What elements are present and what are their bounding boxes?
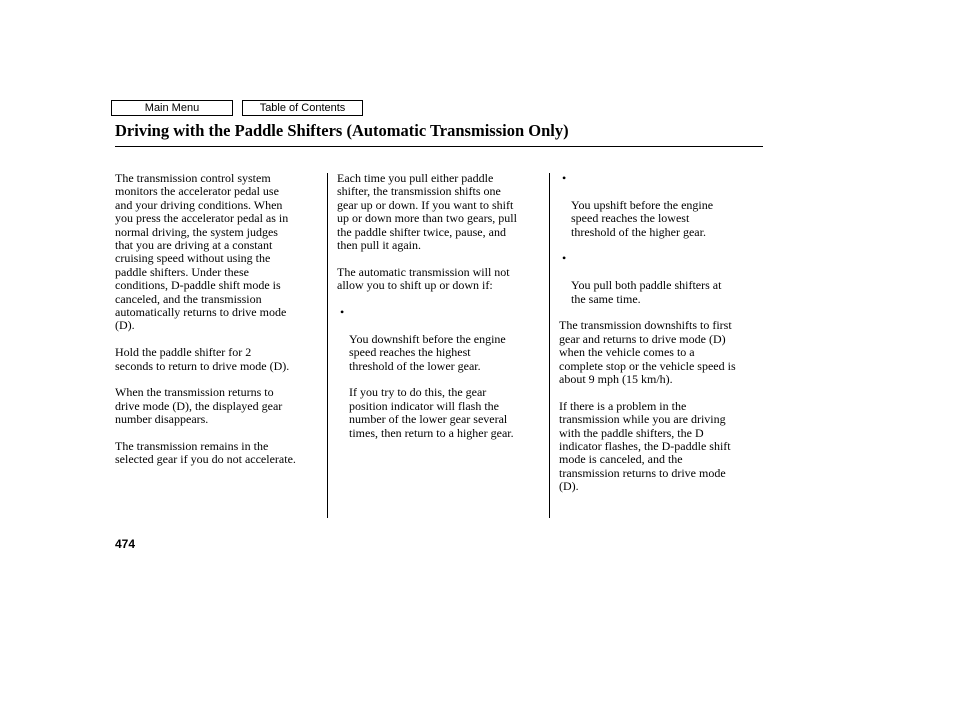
bullet-item <box>559 172 765 239</box>
title-divider <box>115 146 763 147</box>
paragraph: Hold the paddle shifter for 2 seconds to return to drive mode (D). <box>115 345 290 373</box>
page-number: 474 <box>115 537 136 551</box>
paragraph: The transmission control system monitors the accelerator pedal use and your driving conditions. When you press the accelerator pedal as in normal driving, the system judges that you are driving at a constant cruising speed without using the paddle shifters. Under these conditions, D-paddle shift mode is canceled, and the transmission automatically returns to drive mode (D). <box>115 171 289 333</box>
paragraph: The automatic transmission will not allow you to shift up or down if: <box>337 264 510 293</box>
bullet-text: You downshift before the engine speed reaches the highest threshold of the lower gear. <box>349 331 506 373</box>
paragraph: The transmission remains in the selected gear if you do not accelerate. <box>115 439 296 467</box>
column-divider <box>549 173 550 518</box>
paragraph: The transmission downshifts to first gear and returns to drive mode (D) when the vehicle comes to a complete stop or the vehicle speed is about 9 mph (15 km/h). <box>559 318 736 387</box>
bullet-icon: • <box>562 171 567 185</box>
text-column-3 <box>559 172 765 507</box>
bullet-text: You upshift before the engine speed reaches the lowest threshold of the higher gear. <box>571 197 714 239</box>
paragraph: If you try to do this, the gear position indicator will flash the number of the lower gear several times, then return to a higher gear. <box>349 385 514 440</box>
bullet-text: You pull both paddle shifters at the same time. <box>571 278 722 306</box>
page-title: Driving with the Paddle Shifters (Automatic Transmission Only) <box>115 121 569 140</box>
bullet-icon: • <box>340 305 345 320</box>
bullet-item <box>559 252 765 306</box>
table-of-contents-button[interactable]: Table of Contents <box>242 100 363 116</box>
column-divider <box>327 173 328 518</box>
bullet-item <box>337 306 547 373</box>
paragraph: Each time you pull either paddle shifter, the transmission shifts one gear up or down. If you want to shift up or down more than two gears, pull the paddle shifter twice, pause, and then pull it again. <box>337 171 517 253</box>
main-menu-button[interactable]: Main Menu <box>111 100 233 116</box>
paragraph: When the transmission returns to drive mode (D), the displayed gear number disappears. <box>115 385 283 427</box>
text-column-2 <box>337 172 547 453</box>
text-column-1 <box>115 172 325 480</box>
paragraph: If there is a problem in the transmission while you are driving with the paddle shifters, the D indicator flashes, the D-paddle shift mode is canceled, and the transmission returns to drive mode (D). <box>559 398 731 494</box>
bullet-icon: • <box>562 251 567 266</box>
